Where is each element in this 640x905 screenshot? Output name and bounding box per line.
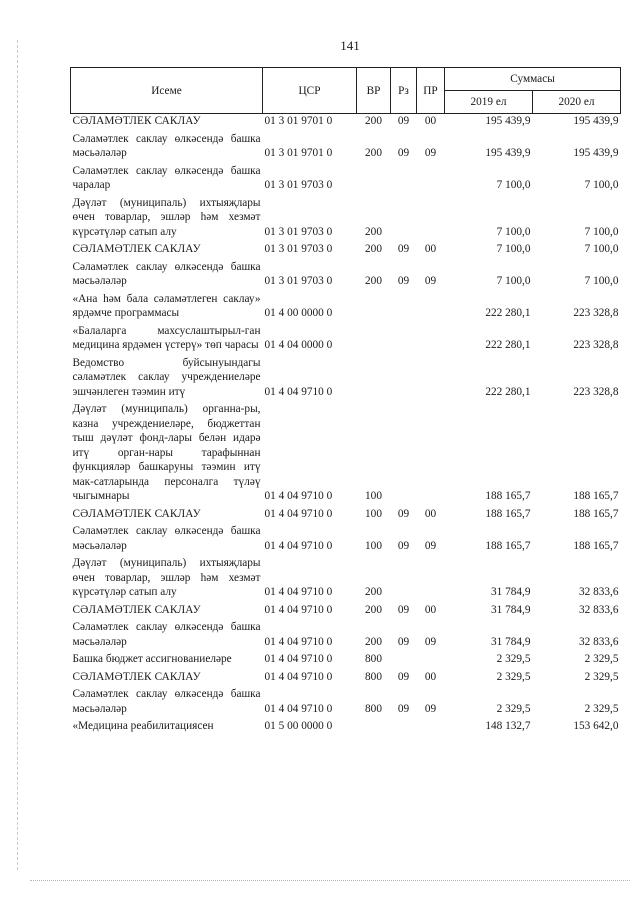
row-name: Ведомство буйсынуындагы сәламәтлек саклау учреждениеләре эшчәнлеген тәэмин итү [72,356,261,398]
row-sum-2019: 31 784,9 [490,635,531,648]
row-csr: 01 4 00 0000 0 [264,307,333,319]
row-pr: 09 [424,539,437,552]
row-csr: 01 3 01 9701 0 [264,147,333,159]
row-pr [417,161,445,193]
row-csr: 01 4 04 9710 0 [264,385,333,398]
row-sum-2019: 222 280,1 [485,385,531,398]
row-rz: 09 [397,507,410,520]
row-sum-2020: 7 100,0 [584,225,619,238]
table-row [71,684,621,716]
row-sum-2020: 2 329,5 [584,702,619,715]
row-name: Дәүләт (муниципаль) органна-ры, казна учреждениеләре, бюджеттан тыш дәүләт фонд-лары белән идарә итү орган-нары тарафыннан функцияләр башкаруны тәэмин итү мак-сатларында персоналга түләү чыгымнары [72,403,261,502]
row-sum-2020: 188 165,7 [573,507,619,520]
row-vr: 200 [365,243,382,255]
header-name: Исеме [71,68,263,114]
scan-bottom-line [30,880,630,882]
row-sum-2019: 195 439,9 [485,115,531,127]
row-sum-2019: 2 329,5 [496,702,531,715]
row-vr: 200 [365,603,382,616]
row-csr: 01 4 04 9710 0 [264,539,333,552]
row-pr [417,649,445,667]
header-2020: 2020 ел [533,91,621,114]
table-row [71,193,621,240]
row-rz: 09 [397,603,410,616]
row-csr: 01 4 04 9710 0 [264,635,333,648]
row-sum-2020: 32 833,6 [578,603,619,616]
row-sum-2019: 188 165,7 [485,539,531,552]
row-rz [391,321,417,353]
table-row [71,600,621,618]
row-sum-2020: 32 833,6 [578,635,619,648]
row-sum-2020: 223 328,8 [573,385,619,398]
row-pr [417,399,445,504]
table-row [71,617,621,649]
row-vr: 100 [365,490,382,502]
table-body [71,114,621,734]
row-name: «Ана һәм бала сәламәтлеген саклау» ярдәмче программасы [72,292,261,319]
table-row [71,521,621,553]
row-name: «Балаларга махсуслаштырыл-ган медицина ярдәмен үстерү» төп чарасы [72,324,261,351]
header-pr: ПР [417,68,445,114]
row-sum-2019: 7 100,0 [496,243,531,255]
row-rz: 09 [397,539,410,552]
row-pr: 00 [424,243,437,255]
row-csr: 01 3 01 9703 0 [264,179,333,191]
row-sum-2019: 7 100,0 [496,179,531,191]
table-row [71,321,621,353]
row-sum-2020: 188 165,7 [573,539,619,552]
row-sum-2019: 188 165,7 [485,507,531,520]
row-sum-2020: 2 329,5 [584,670,619,683]
row-name: Башка бюджет ассигнованиеләре [72,653,232,665]
row-name: Сәламәтлек саклау өлкәсендә башка мәсьәләләр [72,132,261,159]
table-row [71,114,621,129]
row-rz: 09 [397,670,410,683]
row-name: СӘЛАМӘТЛЕК САКЛАУ [72,670,201,683]
row-pr [417,553,445,600]
row-vr: 200 [365,147,382,159]
row-vr: 800 [365,670,382,683]
row-vr [357,289,391,321]
row-csr: 01 3 01 9703 0 [264,225,333,238]
row-name: СӘЛАМӘТЛЕК САКЛАУ [72,507,201,520]
row-rz [391,399,417,504]
row-vr: 200 [365,275,382,287]
table-row [71,399,621,504]
row-rz [391,289,417,321]
row-sum-2020: 7 100,0 [584,243,619,255]
header-row-top [71,68,621,91]
row-rz: 09 [397,115,410,127]
row-sum-2020: 7 100,0 [584,275,619,287]
table-row [71,257,621,289]
row-name: Сәламәтлек саклау өлкәсендә башка мәсьәләләр [72,621,261,648]
row-pr: 00 [424,670,437,683]
row-name: СӘЛАМӘТЛЕК САКЛАУ [72,603,201,616]
header-sums: Суммасы [445,68,621,91]
row-sum-2019: 2 329,5 [496,670,531,683]
table-row [71,667,621,685]
row-vr [357,161,391,193]
row-rz: 09 [397,635,410,648]
table-row [71,504,621,522]
table-row [71,553,621,600]
row-sum-2019: 222 280,1 [485,307,531,319]
row-csr: 01 4 04 9710 0 [264,490,333,502]
row-rz [391,716,417,734]
row-name: Сәламәтлек саклау өлкәсендә башка чаралар [72,164,261,191]
table-row [71,161,621,193]
header-rz: Рз [391,68,417,114]
row-sum-2020: 223 328,8 [573,307,619,319]
row-pr: 09 [424,275,437,287]
row-pr [417,321,445,353]
row-rz [391,553,417,600]
row-csr: 01 4 04 9710 0 [264,586,333,598]
row-csr: 01 3 01 9703 0 [264,275,333,287]
scan-margin-line [17,40,19,870]
row-vr [357,353,391,400]
row-vr: 200 [365,586,382,598]
row-sum-2020: 153 642,0 [573,720,619,732]
row-vr: 800 [365,653,382,665]
table-row [71,289,621,321]
table-row [71,716,621,734]
row-pr: 00 [424,115,437,127]
row-sum-2020: 223 328,8 [573,339,619,351]
row-pr [417,353,445,400]
row-vr: 800 [365,702,382,715]
row-rz [391,649,417,667]
row-rz: 09 [397,702,410,715]
row-sum-2020: 195 439,9 [573,147,619,159]
row-name: Дәүләт (муниципаль) ихтыяҗлары өчен товарлар, эшләр һәм хезмәт күрсәтүләр сатып алу [72,557,261,598]
row-vr: 100 [365,507,382,520]
row-name: Сәламәтлек саклау өлкәсендә башка мәсьәләләр [72,525,261,552]
row-csr: 01 4 04 9710 0 [264,702,333,715]
row-csr: 01 4 04 9710 0 [264,653,333,665]
row-pr: 09 [424,147,437,159]
row-sum-2019: 148 132,7 [485,720,531,732]
row-rz [391,161,417,193]
row-vr: 200 [365,635,382,648]
row-name: СӘЛАМӘТЛЕК САКЛАУ [72,115,201,127]
row-name: СӘЛАМӘТЛЕК САКЛАУ [72,243,201,255]
row-name: Сәламәтлек саклау өлкәсендә башка мәсьәләләр [72,260,261,287]
row-vr: 100 [365,539,382,552]
row-csr: 01 4 04 9710 0 [264,603,333,616]
row-sum-2019: 2 329,5 [496,653,531,665]
row-pr [417,289,445,321]
header-csr: ЦСР [263,68,357,114]
row-csr: 01 3 01 9701 0 [264,115,333,127]
row-name: «Медицина реабилитациясен [72,720,214,732]
header-vr: ВР [357,68,391,114]
row-vr: 200 [365,225,382,238]
row-pr: 00 [424,507,437,520]
header-2019: 2019 ел [445,91,533,114]
row-sum-2020: 32 833,6 [578,586,619,598]
row-sum-2020: 2 329,5 [584,653,619,665]
row-rz: 09 [397,147,410,159]
row-pr [417,193,445,240]
table-row [71,129,621,161]
row-name: Дәүләт (муниципаль) ихтыяҗлары өчен товарлар, эшләр һәм хезмәт күрсәтүләр сатып алу [72,196,261,238]
row-pr: 09 [424,702,437,715]
row-sum-2020: 188 165,7 [573,490,619,502]
row-csr: 01 4 04 9710 0 [264,507,333,520]
page-number: 141 [340,38,360,53]
row-rz [391,353,417,400]
table-row [71,649,621,667]
table-row [71,239,621,257]
row-rz: 09 [397,275,410,287]
table-row [71,353,621,400]
row-sum-2019: 7 100,0 [496,275,531,287]
row-rz: 09 [397,243,410,255]
row-sum-2019: 31 784,9 [490,603,531,616]
row-vr [357,716,391,734]
row-sum-2019: 195 439,9 [485,147,531,159]
row-sum-2019: 31 784,9 [490,586,531,598]
row-sum-2020: 7 100,0 [584,179,619,191]
row-csr: 01 4 04 0000 0 [264,339,333,351]
row-sum-2019: 188 165,7 [485,490,531,502]
row-rz [391,193,417,240]
row-pr [417,716,445,734]
row-csr: 01 4 04 9710 0 [264,670,333,683]
row-sum-2020: 195 439,9 [573,115,619,127]
budget-table [70,67,621,734]
row-sum-2019: 222 280,1 [485,339,531,351]
row-sum-2019: 7 100,0 [496,225,531,238]
row-name: Сәламәтлек саклау өлкәсендә башка мәсьәләләр [72,688,261,715]
row-csr: 01 3 01 9703 0 [264,243,333,255]
row-csr: 01 5 00 0000 0 [264,720,333,732]
row-vr [357,321,391,353]
row-pr: 00 [424,603,437,616]
row-pr: 09 [424,635,437,648]
row-vr: 200 [365,115,382,127]
